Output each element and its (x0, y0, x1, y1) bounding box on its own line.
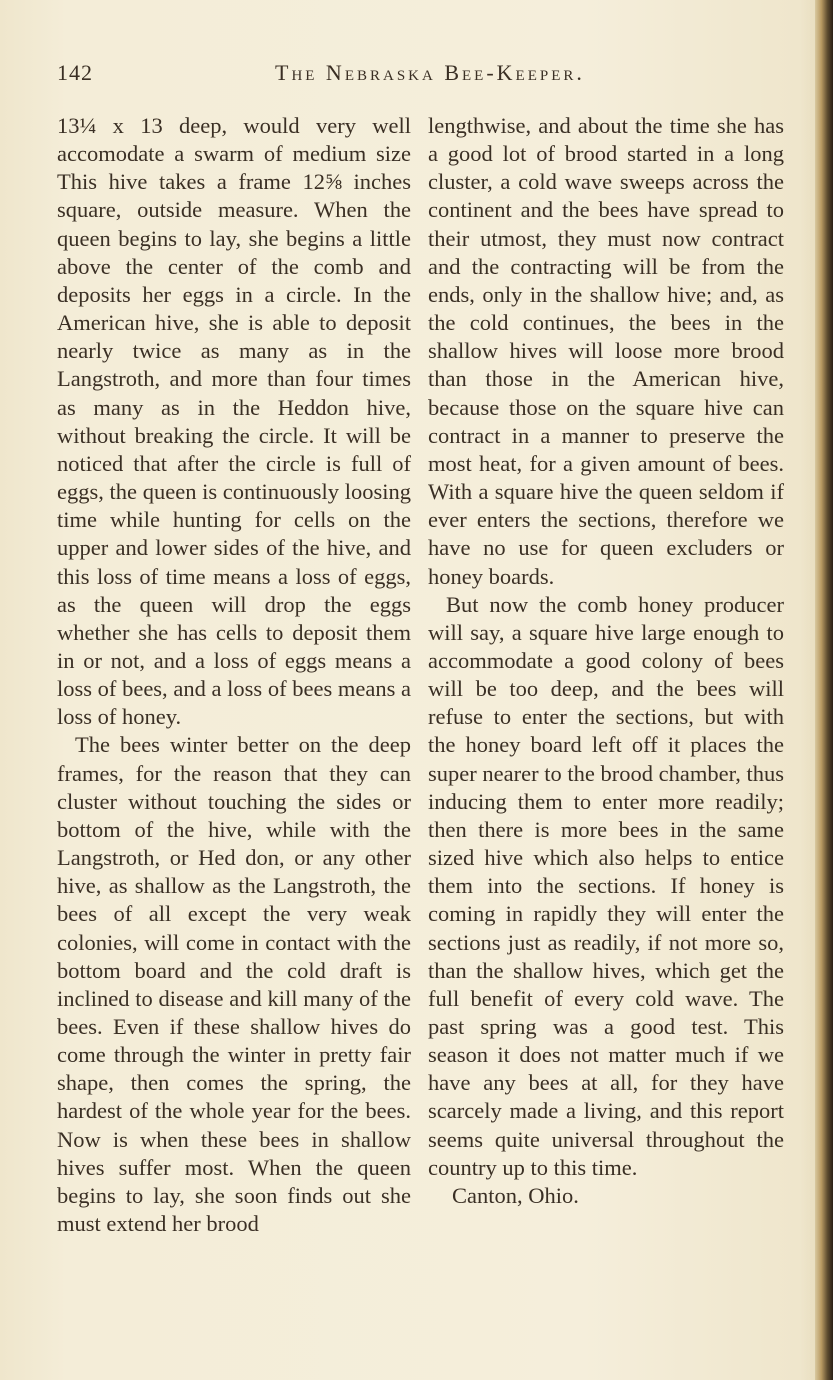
page-binding-edge (815, 0, 833, 1380)
page-number: 142 (57, 60, 93, 85)
right-column (428, 112, 784, 1210)
right-paragraph-1: lengthwise, and about the time she has a good lot of brood started in a long cluster, a cold wave sweeps across the continent and the bees have spread to their utmost, they must now contract and the contracting will be from the ends, only in the shallow hive; and, as the cold continues, the bees in the shallow hives will loose more brood than those in the American hive, because those on the square hive can contract in a manner to preserve the most heat, for a given amount of bees. With a square hive the queen seldom if ever enters the sections, therefore we have no use for queen excluders or honey boards. (428, 113, 784, 589)
page-header (57, 52, 777, 92)
running-title: The Nebraska Bee-Keeper. (275, 60, 585, 85)
author-location: Canton, Ohio. (452, 1182, 579, 1208)
left-column (57, 112, 411, 1238)
right-paragraph-2: But now the comb honey producer will say, a square hive large enough to accommodate a good colony of bees will be too deep, and the bees will refuse to enter the sections, but with the honey board left off it places the super nearer to the brood chamber, thus inducing them to enter more readily; then there is more bees in the same sized hive which also helps to entice them into the sections. If honey is coming in rapidly they will enter the sections just as readily, if not more so, than the shallow hives, which get the full benefit of every cold wave. The past spring was a good test. This season it does not matter much if we have any bees at all, for they have scarcely made a living, and this report seems quite universal throughout the country up to this time. (428, 591, 784, 1180)
left-paragraph-2: The bees winter better on the deep frames, for the reason that they can cluster without touching the sides or bottom of the hive, while with the Langstroth, or Hed don, or any other hive, as shallow as the Langstroth, the bees of all except the very weak colonies, will come in contact with the bottom board and the cold draft is inclined to disease and kill many of the bees. Even if these shallow hives do come through the winter in pretty fair shape, then comes the spring, the hardest of the whole year for the bees. Now is when these bees in shallow hives suffer most. When the queen begins to lay, she soon finds out she must extend her brood (57, 732, 411, 1237)
left-paragraph-1: 13¼ x 13 deep, would very well accomodate a swarm of medium size This hive takes a frame 12⅝ inches square, outside measure. When the queen begins to lay, she begins a little above the center of the comb and deposits her eggs in a circle. In the American hive, she is able to deposit nearly twice as many as in the Langstroth, and more than four times as many as in the Heddon hive, without breaking the circle. It will be noticed that after the circle is full of eggs, the queen is continuously loosing time while hunting for cells on the upper and lower sides of the hive, and this loss of time means a loss of eggs, as the queen will drop the eggs whether she has cells to deposit them in or not, and a loss of eggs means a loss of bees, and a loss of bees means a loss of honey. (57, 113, 411, 730)
